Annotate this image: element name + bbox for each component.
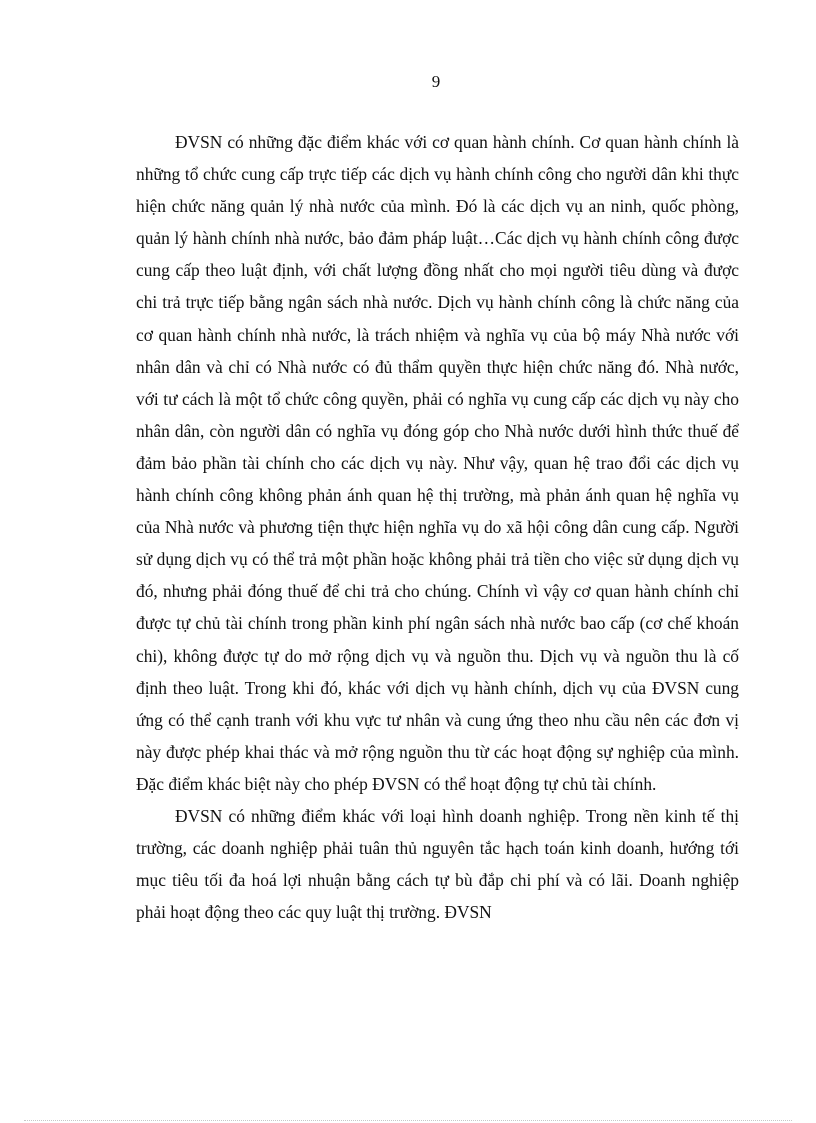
body-text xyxy=(136,126,739,928)
paragraph: ĐVSN có những đặc điểm khác với cơ quan hành chính. Cơ quan hành chính là những tổ chức cung cấp trực tiếp các dịch vụ hành chính công cho người dân khi thực hiện chức năng quản lý nhà nước của mình. Đó là các dịch vụ an ninh, quốc phòng, quản lý hành chính nhà nước, bảo đảm pháp luật…Các dịch vụ hành chính công được cung cấp theo luật định, với chất lượng đồng nhất cho mọi người tiêu dùng và được chi trả trực tiếp bằng ngân sách nhà nước. Dịch vụ hành chính công là chức năng của cơ quan hành chính nhà nước, là trách nhiệm và nghĩa vụ của bộ máy Nhà nước với nhân dân và chỉ có Nhà nước có đủ thẩm quyền thực hiện chức năng đó. Nhà nước, với tư cách là một tổ chức công quyền, phải có nghĩa vụ cung cấp các dịch vụ này cho nhân dân, còn người dân có nghĩa vụ đóng góp cho Nhà nước dưới hình thức thuế để đảm bảo phần tài chính cho các dịch vụ này. Như vậy, quan hệ trao đổi các dịch vụ hành chính công không phản ánh quan hệ thị trường, mà phản ánh quan hệ nghĩa vụ của Nhà nước và phương tiện thực hiện nghĩa vụ do xã hội công dân cung cấp. Người sử dụng dịch vụ có thể trả một phần hoặc không phải trả tiền cho việc sử dụng dịch vụ đó, nhưng phải đóng thuế để chi trả cho chúng. Chính vì vậy cơ quan hành chính chỉ được tự chủ tài chính trong phần kinh phí ngân sách nhà nước bao cấp (cơ chế khoán chi), không được tự do mở rộng dịch vụ và nguồn thu. Dịch vụ và nguồn thu là cố định theo luật. Trong khi đó, khác với dịch vụ hành chính, dịch vụ của ĐVSN cung ứng có thể cạnh tranh với khu vực tư nhân và cung ứng theo nhu cầu nên các đơn vị này được phép khai thác và mở rộng nguồn thu từ các hoạt động sự nghiệp của mình. Đặc điểm khác biệt này cho phép ĐVSN có thể hoạt động tự chủ tài chính. xyxy=(136,132,739,794)
paragraph: ĐVSN có những điểm khác với loại hình doanh nghiệp. Trong nền kinh tế thị trường, các doanh nghiệp phải tuân thủ nguyên tắc hạch toán kinh doanh, hướng tới mục tiêu tối đa hoá lợi nhuận bằng cách tự bù đắp chi phí và có lãi. Doanh nghiệp phải hoạt động theo các quy luật thị trường. ĐVSN xyxy=(136,805,739,923)
page-number: 9 xyxy=(431,72,441,91)
page-bottom-divider xyxy=(24,1120,792,1121)
